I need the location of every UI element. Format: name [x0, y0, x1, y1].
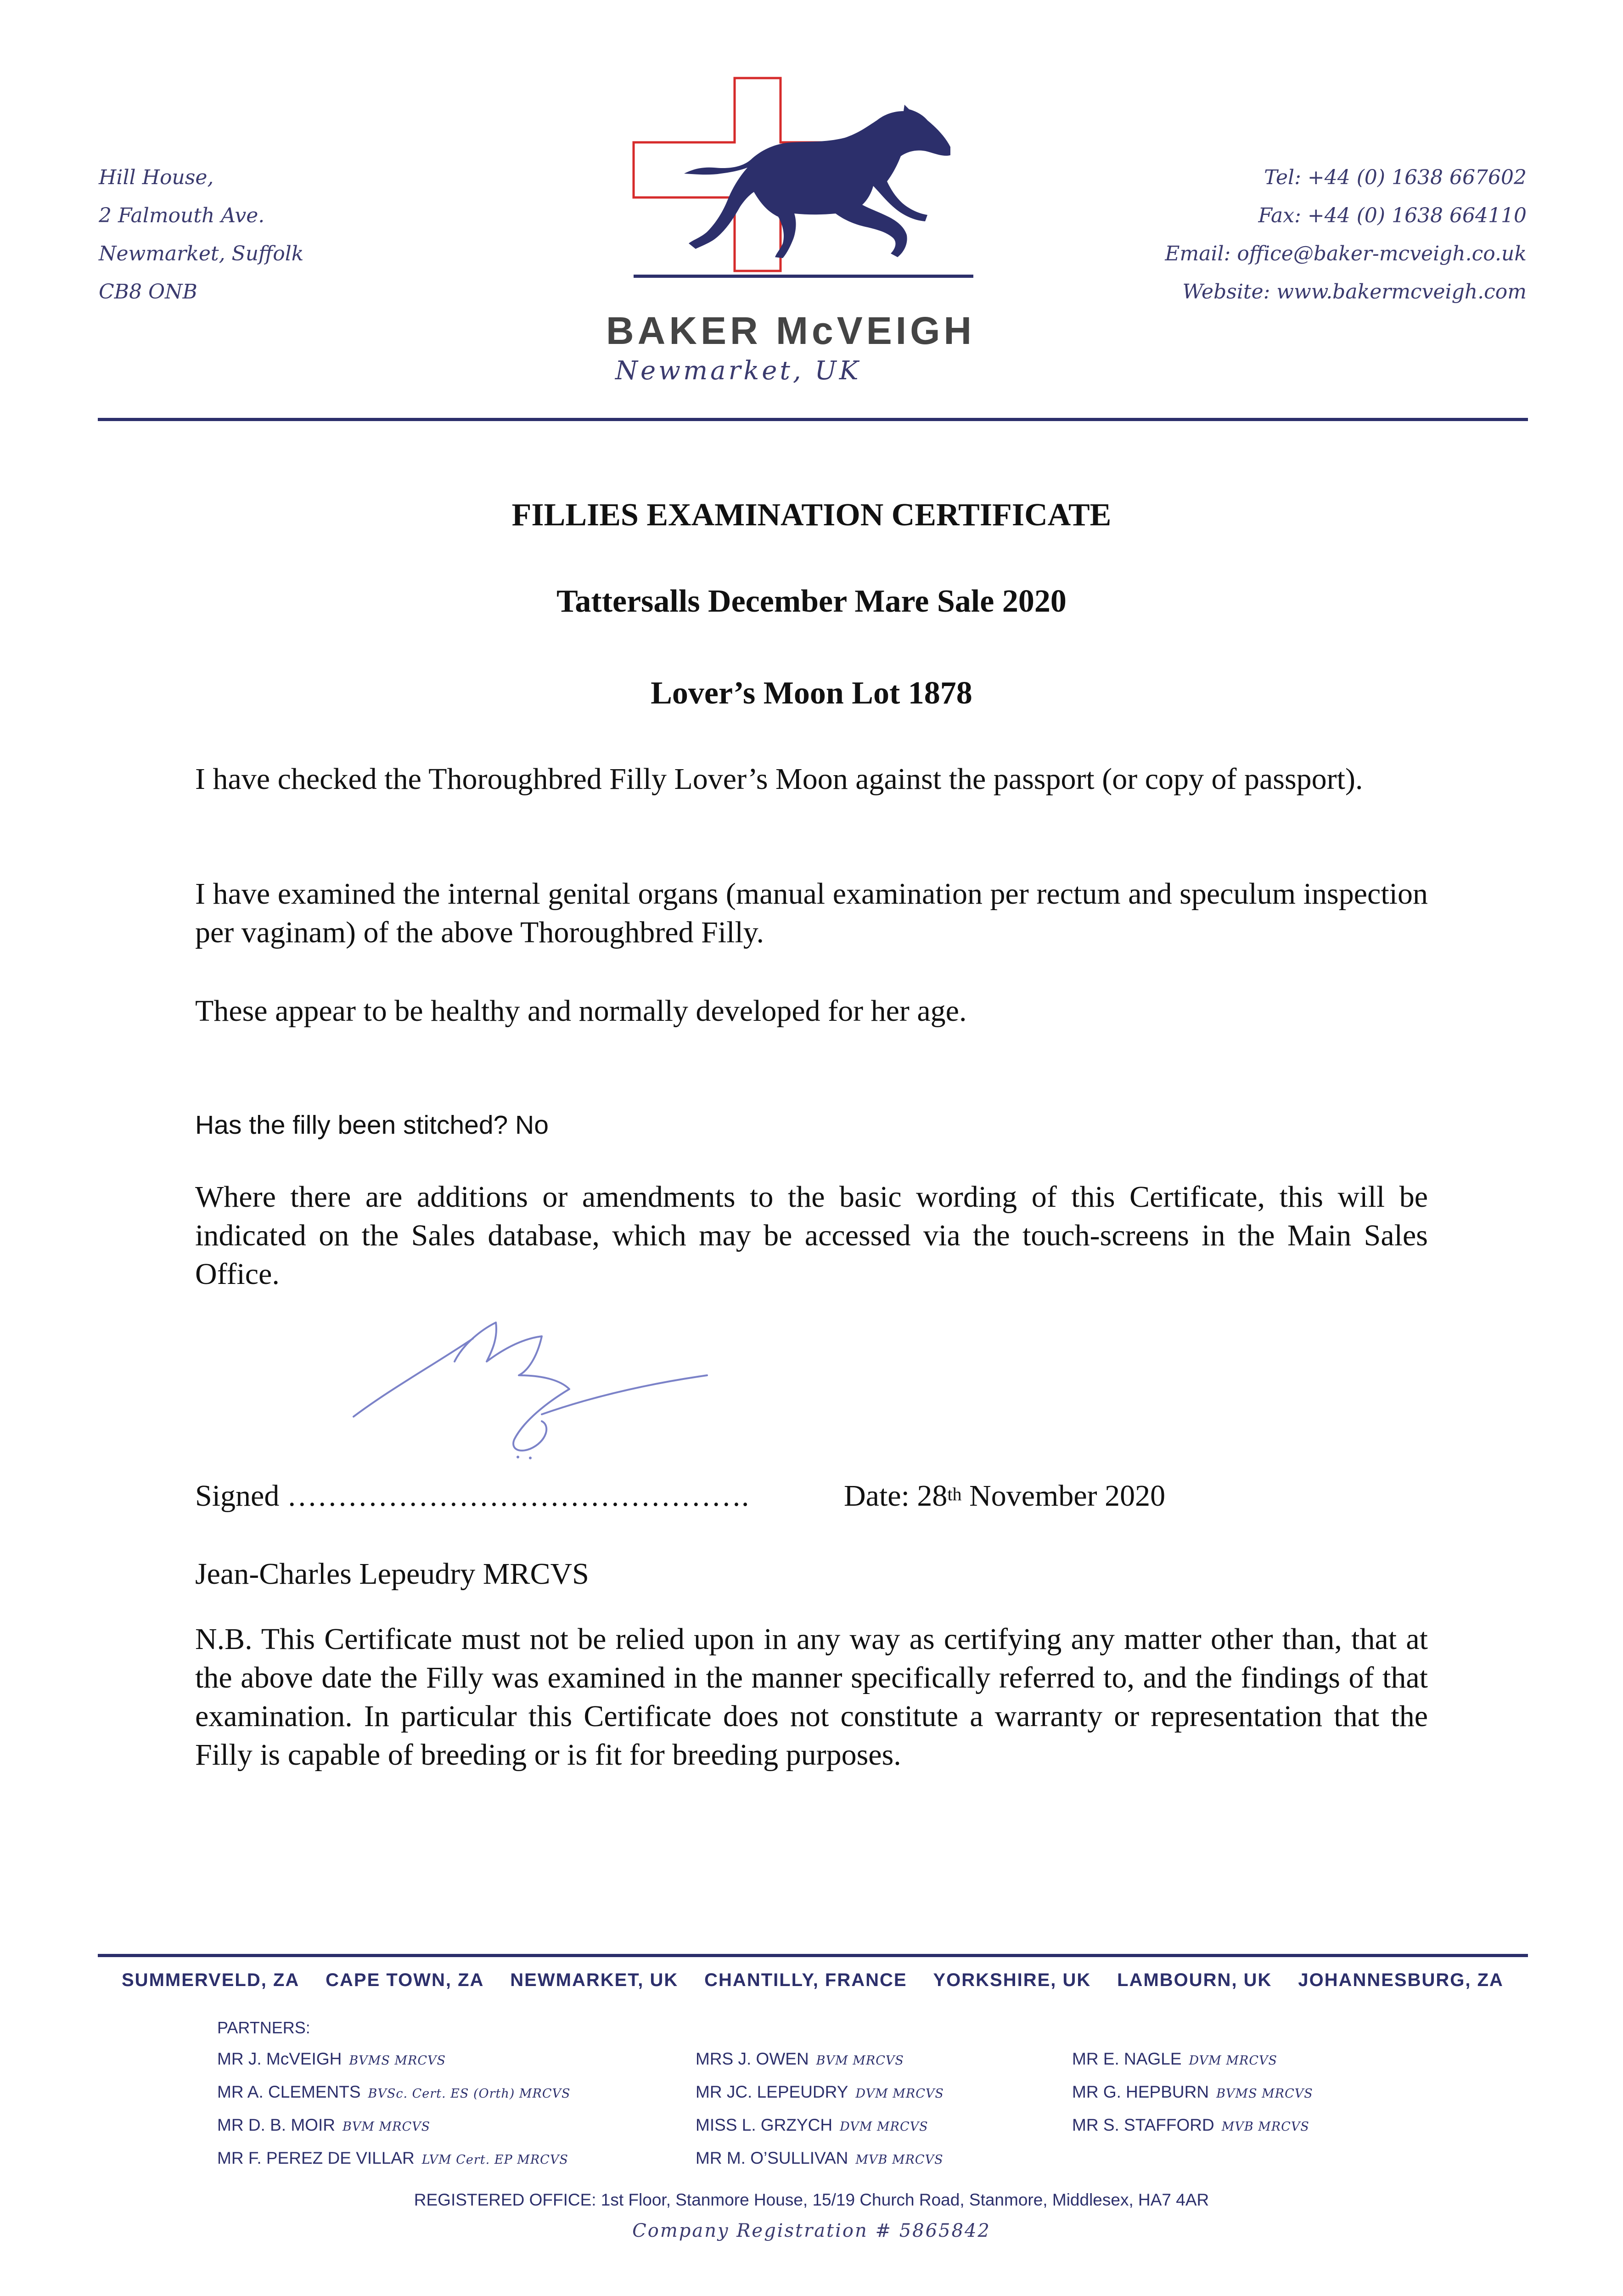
partners-column — [696, 2043, 944, 2176]
contact-website: Website: www.bakermcveigh.com — [1182, 280, 1527, 304]
sale-title: Tattersalls December Mare Sale 2020 — [556, 584, 1067, 619]
paragraph-stitched: Has the filly been stitched? No — [195, 1110, 549, 1140]
partner-qualifications: BVMS MRCVS — [1216, 2087, 1313, 2101]
address-line: Newmarket, Suffolk — [99, 242, 304, 265]
location-yorkshire: YORKSHIRE, UK — [933, 1970, 1091, 1990]
location-newmarket: NEWMARKET, UK — [510, 1970, 679, 1990]
partner-qualifications: DVM MRCVS — [840, 2120, 928, 2134]
contact-tel: Tel: +44 (0) 1638 667602 — [1264, 166, 1527, 189]
partner-entry — [696, 2077, 944, 2110]
partner-qualifications: BVSc. Cert. ES (Orth) MRCVS — [368, 2087, 571, 2101]
partner-entry — [217, 2077, 571, 2110]
partner-entry — [696, 2110, 944, 2143]
location-chantilly: CHANTILLY, FRANCE — [704, 1970, 907, 1990]
location-summerveld: SUMMERVELD, ZA — [122, 1970, 300, 1990]
address-line: CB8 ONB — [99, 280, 197, 304]
nb-disclaimer: N.B. This Certificate must not be relied upon in any way as certifying any matter other than, that at the above date the Filly was examined in the manner specifically referred to, and the findings of that examination. In particular this Certificate does not constitute a warranty or representation that the Filly is capable of breeding or is fit for breeding purposes. — [195, 1622, 1428, 1772]
lot-title: Lover’s Moon Lot 1878 — [651, 675, 972, 711]
vet-name: Jean-Charles Lepeudry MRCVS — [195, 1557, 589, 1591]
partner-entry — [1072, 2043, 1313, 2077]
company-registration: Company Registration # 5865842 — [632, 2220, 991, 2241]
contact-block — [1165, 158, 1527, 311]
partner-qualifications: MVB MRCVS — [1221, 2120, 1309, 2134]
partner-name: MR D. B. MOIR — [217, 2116, 335, 2134]
partner-qualifications: BVM MRCVS — [342, 2120, 431, 2134]
partner-entry — [217, 2043, 571, 2077]
handwritten-signature — [349, 1311, 762, 1476]
partner-name: MR A. CLEMENTS — [217, 2082, 361, 2101]
paragraph-amendments: Where there are additions or amendments to the basic wording of this Certificate, this will be indicated on the Sales database, which may be accessed via the touch-screens in the Main Sales Office. — [195, 1180, 1428, 1291]
location-cape-town: CAPE TOWN, ZA — [326, 1970, 484, 1990]
contact-fax: Fax: +44 (0) 1638 664110 — [1258, 204, 1527, 227]
partner-entry — [217, 2143, 571, 2176]
brand-name: BAKER McVEIGH — [606, 309, 976, 352]
partner-qualifications: MVB MRCVS — [855, 2153, 943, 2167]
brand-location: Newmarket, UK — [615, 356, 861, 386]
location-johannesburg: JOHANNESBURG, ZA — [1298, 1970, 1504, 1990]
partner-name: MR J. McVEIGH — [217, 2049, 342, 2068]
partner-name: MR S. STAFFORD — [1072, 2116, 1214, 2134]
date-line — [844, 1479, 1165, 1514]
partners-column — [217, 2043, 571, 2176]
horse-icon — [684, 105, 950, 258]
partner-name: MR JC. LEPEUDRY — [696, 2082, 848, 2101]
partner-qualifications: BVMS MRCVS — [349, 2054, 446, 2068]
address-line: 2 Falmouth Ave. — [99, 204, 265, 227]
partner-entry — [696, 2143, 944, 2176]
partner-entry — [1072, 2110, 1313, 2143]
partner-name: MISS L. GRZYCH — [696, 2116, 833, 2134]
date-ordinal: th — [947, 1484, 962, 1504]
contact-email: Email: office@baker-mcveigh.co.uk — [1165, 242, 1527, 265]
partner-qualifications: LVM Cert. EP MRCVS — [421, 2153, 568, 2167]
partner-name: MR F. PEREZ DE VILLAR — [217, 2149, 415, 2167]
date-day: Date: 28 — [844, 1479, 948, 1513]
header-divider — [98, 418, 1528, 421]
partner-entry — [696, 2043, 944, 2077]
location-lambourn: LAMBOURN, UK — [1117, 1970, 1272, 1990]
address-block — [99, 158, 303, 311]
partners-heading: PARTNERS: — [217, 2018, 310, 2037]
partner-name: MRS J. OWEN — [696, 2049, 809, 2068]
partners-column — [1072, 2043, 1313, 2143]
address-line: Hill House, — [99, 166, 214, 189]
partner-qualifications: BVM MRCVS — [816, 2054, 904, 2068]
date-month-year: November 2020 — [961, 1479, 1166, 1513]
partner-qualifications: DVM MRCVS — [855, 2087, 944, 2101]
office-locations — [122, 1970, 1504, 1991]
registered-office: REGISTERED OFFICE: 1st Floor, Stanmore House, 15/19 Church Road, Stanmore, Middlesex, HA7 4AR — [414, 2190, 1209, 2209]
partner-qualifications: DVM MRCVS — [1189, 2054, 1278, 2068]
partner-entry — [217, 2110, 571, 2143]
signed-line: Signed ………………………………………. — [195, 1479, 749, 1513]
paragraph-passport-check: I have checked the Thoroughbred Filly Lover’s Moon against the passport (or copy of passport). — [195, 762, 1363, 796]
partner-name: MR G. HEPBURN — [1072, 2082, 1209, 2101]
logo-rule — [634, 275, 973, 278]
paragraph-findings: These appear to be healthy and normally developed for her age. — [195, 994, 967, 1028]
certificate-title: FILLIES EXAMINATION CERTIFICATE — [511, 497, 1112, 533]
footer-divider — [98, 1954, 1528, 1957]
partner-name: MR M. O’SULLIVAN — [696, 2149, 848, 2167]
partner-entry — [1072, 2077, 1313, 2110]
paragraph-examination: I have examined the internal genital organs (manual examination per rectum and speculum inspection per vaginam) of the above Thoroughbred Filly. — [195, 877, 1428, 949]
partner-name: MR E. NAGLE — [1072, 2049, 1182, 2068]
